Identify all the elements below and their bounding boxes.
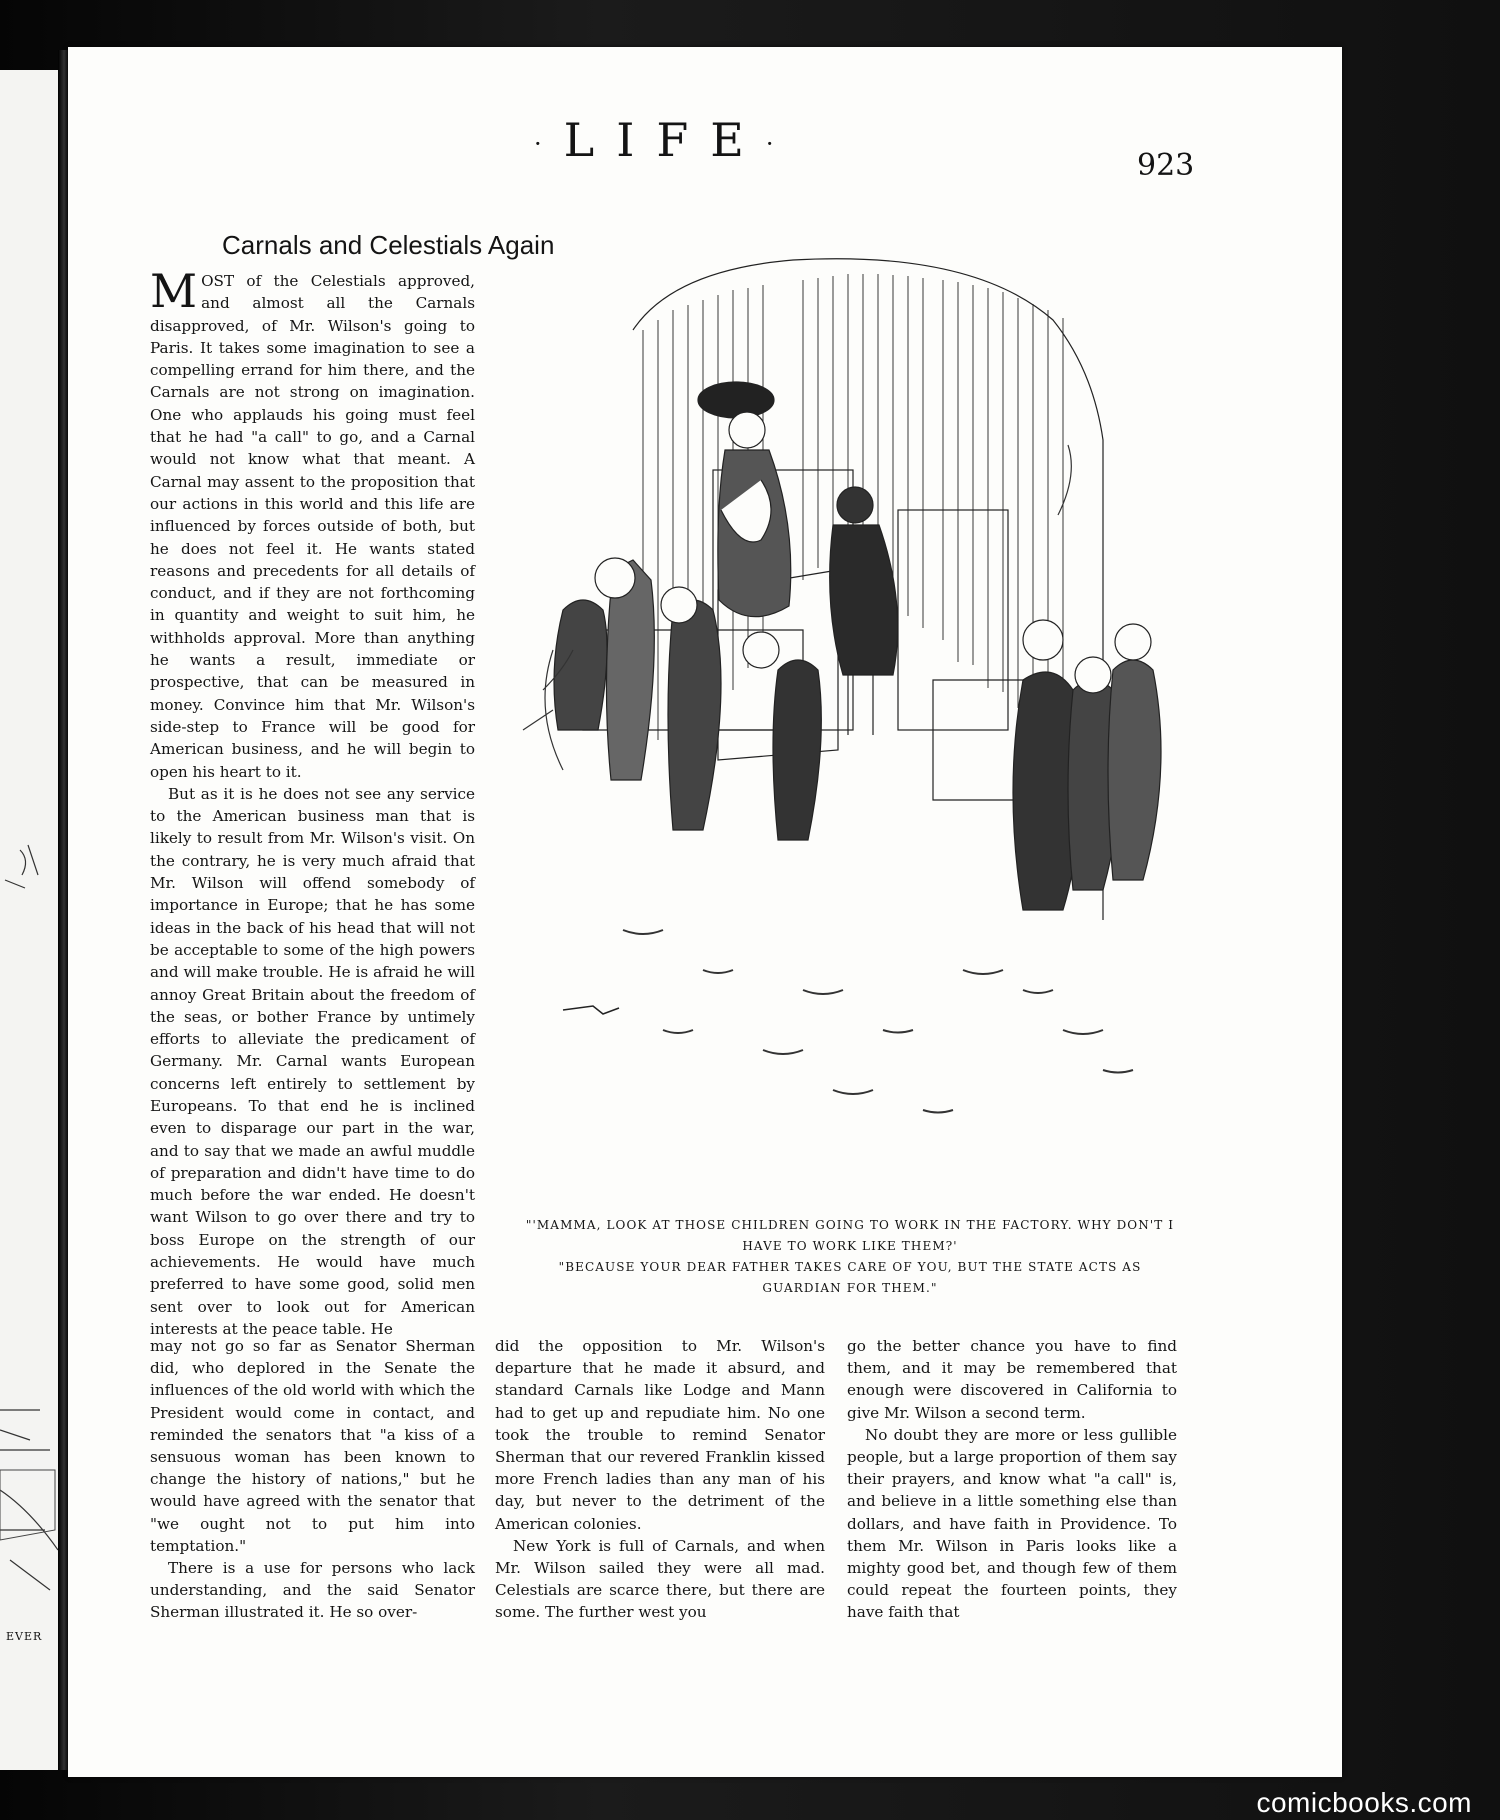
caption-line-1: "'MAMMA, LOOK AT THOSE CHILDREN GOING TO WORK IN THE FACTORY. WHY DON'T I HAVE TO WORK LIKE THEM?' [525, 1218, 1175, 1253]
masthead-title: LIFE [563, 113, 766, 167]
masthead-dot-right: · [765, 130, 796, 158]
prev-page-sketch-lower [0, 1370, 58, 1610]
cartoon-illustration [503, 210, 1228, 1185]
caption-line-2: "BECAUSE YOUR DEAR FATHER TAKES CARE OF YOU, BUT THE STATE ACTS AS GUARDIAN FOR THEM." [558, 1260, 1142, 1295]
masthead-dot-left: · [534, 130, 564, 158]
article-paragraph-7: go the better chance you have to find them, and it may be remembered that enough were discovered in California to give Mr. Wilson a second term. [847, 1337, 1177, 1422]
illustration-caption [520, 1215, 1180, 1299]
page-number: 923 [1137, 148, 1195, 183]
article-column-3 [847, 1335, 1177, 1624]
prev-page-sketch [0, 830, 58, 910]
drop-cap: M [150, 264, 198, 318]
article-paragraph-6: New York is full of Carnals, and when Mr. Wilson sailed they were all mad. Celestials are scarce there, but there are some. The further west you [495, 1536, 825, 1622]
article-column-1-lower [150, 1335, 475, 1624]
article-paragraph-1 [150, 264, 475, 783]
article-paragraph-5: did the opposition to Mr. Wilson's departure that he made it absurd, and standard Carnals like Lodge and Mann had to get up and repudiate him. No one took the trouble to remind Senator Sherman that our revered Franklin kissed more French ladies than any man of his day, but never to the detriment of the American colonies. [495, 1337, 825, 1533]
masthead [534, 113, 796, 167]
article-paragraph-4: There is a use for persons who lack understanding, and the said Senator Sherman illustrated it. He so over- [150, 1559, 475, 1622]
prev-page-text-fragment: EVER [6, 1630, 43, 1643]
article-column-1 [150, 264, 475, 1340]
site-watermark: comicbooks.com [1256, 1787, 1472, 1818]
paragraph-text: OST of the Celestials approved, and almost all the Carnals disapproved, of Mr. Wilson's going to Paris. It takes some imagination to see a compelling errand for him there, and the Carnals are not strong on imagination. One who applauds his going must feel that he had "a call" to go, and a Carnal would not know what that meant. A Carnal may assent to the proposition that our actions in this world and this life are influenced by forces outside of both, but he does not feel it. He wants stated reasons and precedents for all details of conduct, and if they are not forthcoming in quantity and weight to suit him, he withholds approval. More than anything he wants a result, immediate or prospective, that can be measured in money. Convince him that Mr. Wilson's side-step to France will be good for American business, and he will begin to open his heart to it. [150, 272, 475, 781]
article-paragraph-8: No doubt they are more or less gullible people, but a large proportion of them say their prayers, and know what "a call" is, and believe in a little something else than dollars, and have faith in Providence. To them Mr. Wilson in Paris looks like a mighty good bet, and though few of them could repeat the fourteen points, they have faith that [847, 1425, 1177, 1622]
article-column-2 [495, 1335, 825, 1624]
previous-page-edge [0, 70, 60, 1770]
illustration-drawing [503, 210, 1228, 1185]
article-paragraph-2: But as it is he does not see any service to the American business man that is likely to result from Mr. Wilson's visit. On the contrary, he is very much afraid that Mr. Wilson will offend somebody of importance in Europe; that he has some ideas in the back of his head that will not be acceptable to some of the high powers and will make trouble. He is afraid he will annoy Great Britain about the freedom of the seas, or bother France by untimely efforts to alleviate the predicament of Germany. Mr. Carnal wants European concerns left entirely to settlement by Europeans. To that end he is inclined even to disparage our part in the war, and to say that we made an awful muddle of preparation and didn't have time to do much before the war ended. He doesn't want Wilson to go over there and try to boss Europe on the strength of our achievements. He would have much preferred to have some good, solid men sent over to look out for American interests at the peace table. He [150, 784, 475, 1338]
article-paragraph-3: may not go so far as Senator Sherman did, who deplored in the Senate the influences of the old world with which the President would come in contact, and reminded the senators that "a kiss of a sensuous woman has been known to change the history of nations," but he would have agreed with the senator that "we ought not to put him into temptation." [150, 1337, 475, 1555]
article-headline: Carnals and Celestials Again [222, 230, 555, 260]
